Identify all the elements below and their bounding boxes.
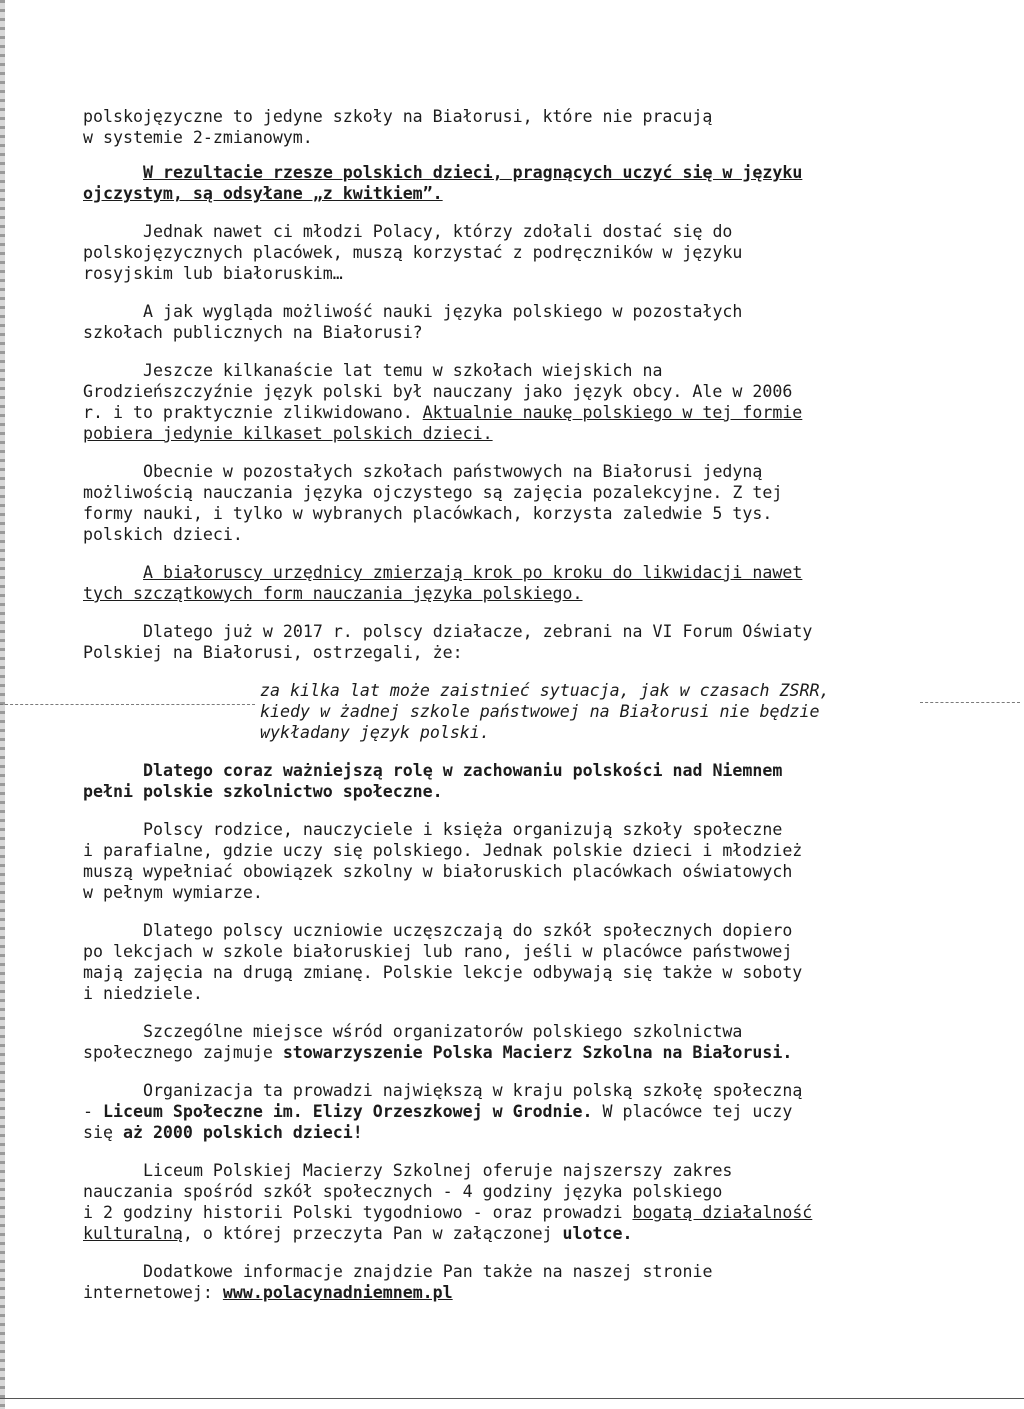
paragraph-14 — [83, 1160, 918, 1244]
paragraph-3-text: Jednak nawet ci młodzi Polacy, którzy zdołali dostać się do polskojęzycznych placówek, muszą korzystać z podręczników w języku rosyjskim lub białoruskim… — [83, 222, 743, 283]
underlined-text: A białoruscy urzędnicy zmierzają krok po kroku do likwidacji nawet tych szczątkowych form nauczania języka polskiego. — [83, 563, 803, 603]
paragraph-10 — [83, 819, 918, 903]
paragraph-5 — [83, 360, 918, 444]
bold-text: Liceum Społeczne im. Elizy Orzeszkowej w Grodnie. — [102, 1102, 593, 1121]
paragraph-10-text: Polscy rodzice, nauczyciele i księża organizują szkoły społeczne i parafialne, gdzie uczy się polskiego. Jednak polskie dzieci i młodzież muszą wypełniać obowiązek szkolny w białoruskich placówkach oświatowych w pełnym wymiarze. — [83, 820, 803, 902]
paragraph-9 — [83, 760, 918, 802]
paragraph-12 — [83, 1021, 918, 1063]
paragraph-13-text: W placówce tej uczy się — [83, 1102, 793, 1142]
underlined-text: Aktualnie naukę polskiego w tej formie pobiera jedynie kilkaset polskich dzieci. — [83, 403, 803, 443]
paragraph-1: polskojęzyczne to jedyne szkoły na Białorusi, które nie pracują w systemie 2-zmianowym. — [83, 107, 713, 147]
paragraph-7 — [83, 562, 918, 604]
paragraph-15 — [83, 1261, 918, 1303]
underlined-text: bogatą działalność kulturalną — [83, 1203, 813, 1243]
paragraph-6 — [83, 461, 918, 545]
paragraph-2 — [83, 162, 918, 204]
paragraph-4 — [83, 301, 918, 343]
website-link[interactable]: www.polacynadniemnem.pl — [222, 1283, 453, 1302]
paragraph-12-text: Szczególne miejsce wśród organizatorów polskiego szkolnictwa społecznego zajmuje — [83, 1022, 743, 1062]
paragraph-11 — [83, 920, 918, 1004]
bold-text: aż 2000 polskich dzieci! — [122, 1123, 363, 1142]
paragraph-14-text: Liceum Polskiej Macierzy Szkolnej oferuje najszerszy zakres nauczania spośród szkół społecznych - 4 godziny języka polskiego i 2 godziny historii Polski tygodniowo - oraz prowadzi — [83, 1161, 733, 1222]
paragraph-11-text: Dlatego polscy uczniowie uczęszczają do szkół społecznych dopiero po lekcjach w szkole białoruskiej lub rano, jeśli w placówce państwowej mają zajęcia na drugą zmianę. Polskie lekcje odbywają się także w soboty i niedziele. — [83, 921, 803, 1003]
bold-text: ulotce. — [562, 1224, 633, 1243]
page-bottom-rule — [0, 1398, 1024, 1399]
paragraph-4-text: A jak wygląda możliwość nauki języka polskiego w pozostałych szkołach publicznych na Białorusi? — [83, 302, 743, 342]
paragraph-13 — [83, 1080, 918, 1143]
paragraph-6-text: Obecnie w pozostałych szkołach państwowych na Białorusi jedyną możliwością nauczania języka ojczystego są zajęcia pozalekcyjne. Z tej formy nauki, i tylko w wybranych placówkach, korzysta zaledwie 5 tys. polskich dzieci. — [83, 462, 783, 544]
paragraph-3 — [83, 221, 918, 284]
letter-body — [83, 106, 918, 1320]
bold-text: stowarzyszenie Polska Macierz Szkolna na Białorusi. — [282, 1043, 793, 1062]
paragraph-14-text: , o której przeczyta Pan w załączonej — [182, 1224, 563, 1243]
paragraph-8-text: Dlatego już w 2017 r. polscy działacze, zebrani na VI Forum Oświaty Polskiej na Białorusi, ostrzegali, że: — [83, 622, 813, 662]
paragraph-8 — [83, 621, 918, 663]
paragraph-5-text: Jeszcze kilkanaście lat temu w szkołach wiejskich na Grodzieńszczyźnie język polski był nauczany jako język obcy. Ale w 2006 r. i to praktycznie zlikwidowano. — [83, 361, 793, 422]
emphasis-text: W rezultacie rzesze polskich dzieci, pragnących uczyć się w języku ojczystym, są odsyłane „z kwitkiem”. — [83, 163, 803, 203]
bold-text: Dlatego coraz ważniejszą rolę w zachowaniu polskości nad Niemnem pełni polskie szkolnictwo społeczne. — [83, 761, 783, 801]
paragraph-13-text: Organizacja ta prowadzi największą w kraju polską szkołę społeczną - — [83, 1081, 803, 1121]
paragraph-15-text: Dodatkowe informacje znajdzie Pan także na naszej stronie internetowej: — [83, 1262, 713, 1302]
block-quote: za kilka lat może zaistnieć sytuacja, jak w czasach ZSRR, kiedy w żadnej szkole państwowej na Białorusi nie będzie wykładany język polski. — [260, 681, 830, 742]
